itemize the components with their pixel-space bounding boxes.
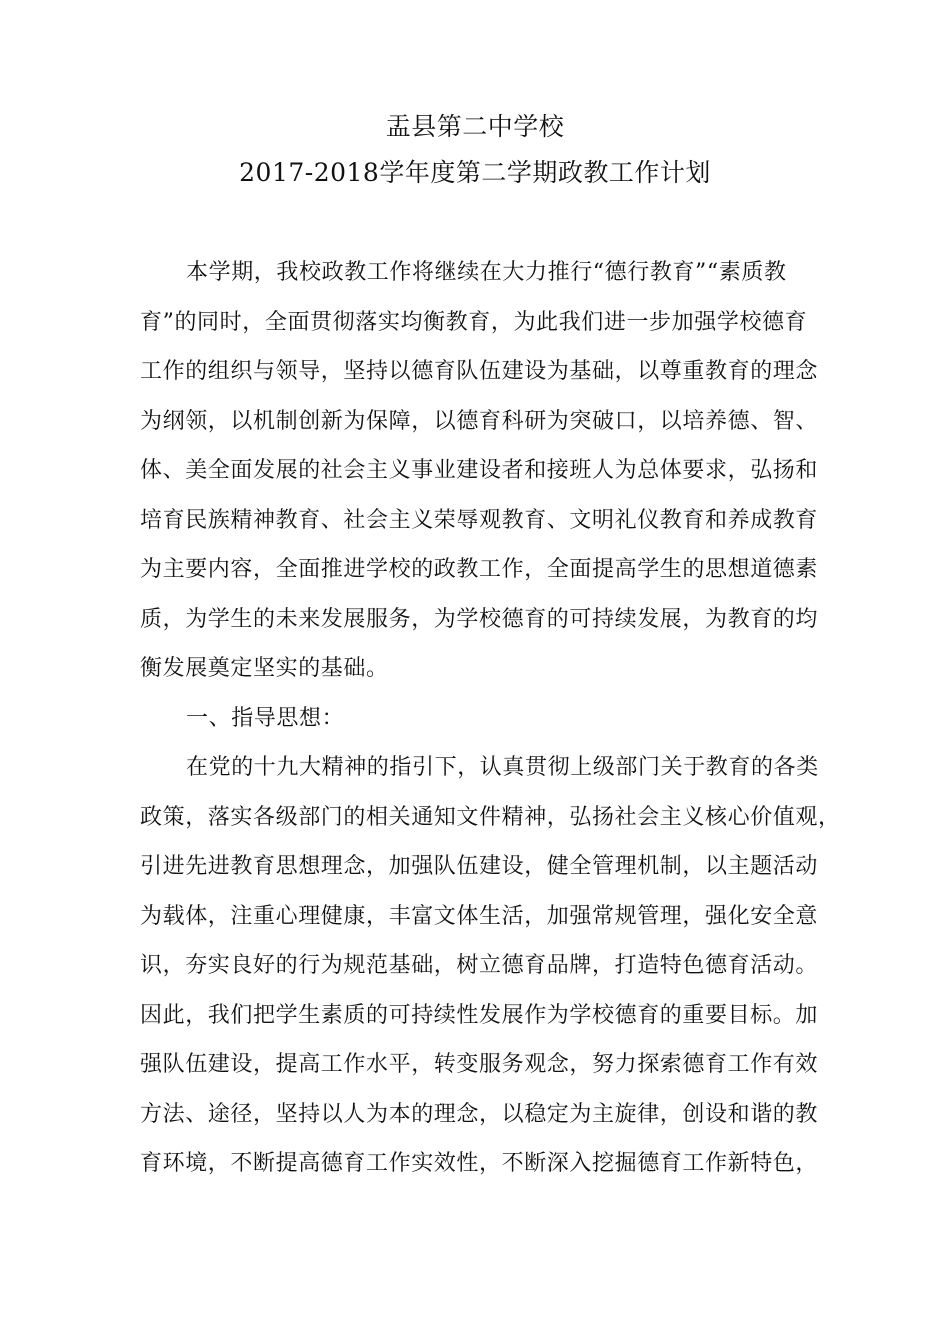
body-line: 引进先进教育思想理念，加强队伍建设，健全管理机制，以主题活动: [140, 854, 819, 879]
body-line: 识，夯实良好的行为规范基础，树立德育品牌，打造特色德育活动。: [140, 953, 819, 978]
school-title: 盂县第二中学校: [385, 112, 565, 141]
section-heading: 一、指导思想：: [186, 705, 345, 731]
body-line: 为载体，注重心理健康，丰富文体生活，加强常规管理，强化安全意: [140, 903, 819, 929]
body-line: 体、美全面发展的社会主义事业建设者和接班人为总体要求，弘扬和: [140, 458, 819, 483]
body-line: 方法、途径，坚持以人为本的理念，以稳定为主旋律，创设和谐的教: [140, 1101, 819, 1127]
body-line: 为主要内容，全面推进学校的政教工作，全面提高学生的思想道德素: [140, 557, 819, 582]
body-line: 政策，落实各级部门的相关通知文件精神，弘扬社会主义核心价值观，: [140, 804, 841, 830]
body-line: 工作的组织与领导，坚持以德育队伍建设为基础，以尊重教育的理念: [140, 359, 819, 384]
plan-title: 2017-2018学年度第二学期政教工作计划: [239, 158, 711, 187]
body-line: 衡发展奠定坚实的基础。: [140, 656, 389, 681]
body-line: 本学期，我校政教工作将继续在大力推行“德行教育”“素质教: [186, 260, 787, 285]
body-line: 强队伍建设，提高工作水平，转变服务观念，努力探索德育工作有效: [140, 1052, 819, 1077]
body-line: 培育民族精神教育、社会主义荣辱观教育、文明礼仪教育和养成教育: [140, 507, 819, 533]
body-line: 育环境，不断提高德育工作实效性，不断深入挖掘德育工作新特色，: [140, 1151, 819, 1176]
body-line: 为纲领，以机制创新为保障，以德育科研为突破口，以培养德、智、: [140, 408, 819, 434]
body-line: 育”的同时，全面贯彻落实均衡教育，为此我们进一步加强学校德育: [140, 309, 808, 335]
body-line: 质，为学生的未来发展服务，为学校德育的可持续发展，为教育的均: [140, 606, 819, 632]
document-body: [140, 248, 841, 1189]
body-line: 因此，我们把学生素质的可持续性发展作为学校德育的重要目标。加: [140, 1002, 819, 1028]
title-block: [0, 104, 950, 196]
body-line: 在党的十九大精神的指引下，认真贯彻上级部门关于教育的各类: [186, 755, 819, 780]
